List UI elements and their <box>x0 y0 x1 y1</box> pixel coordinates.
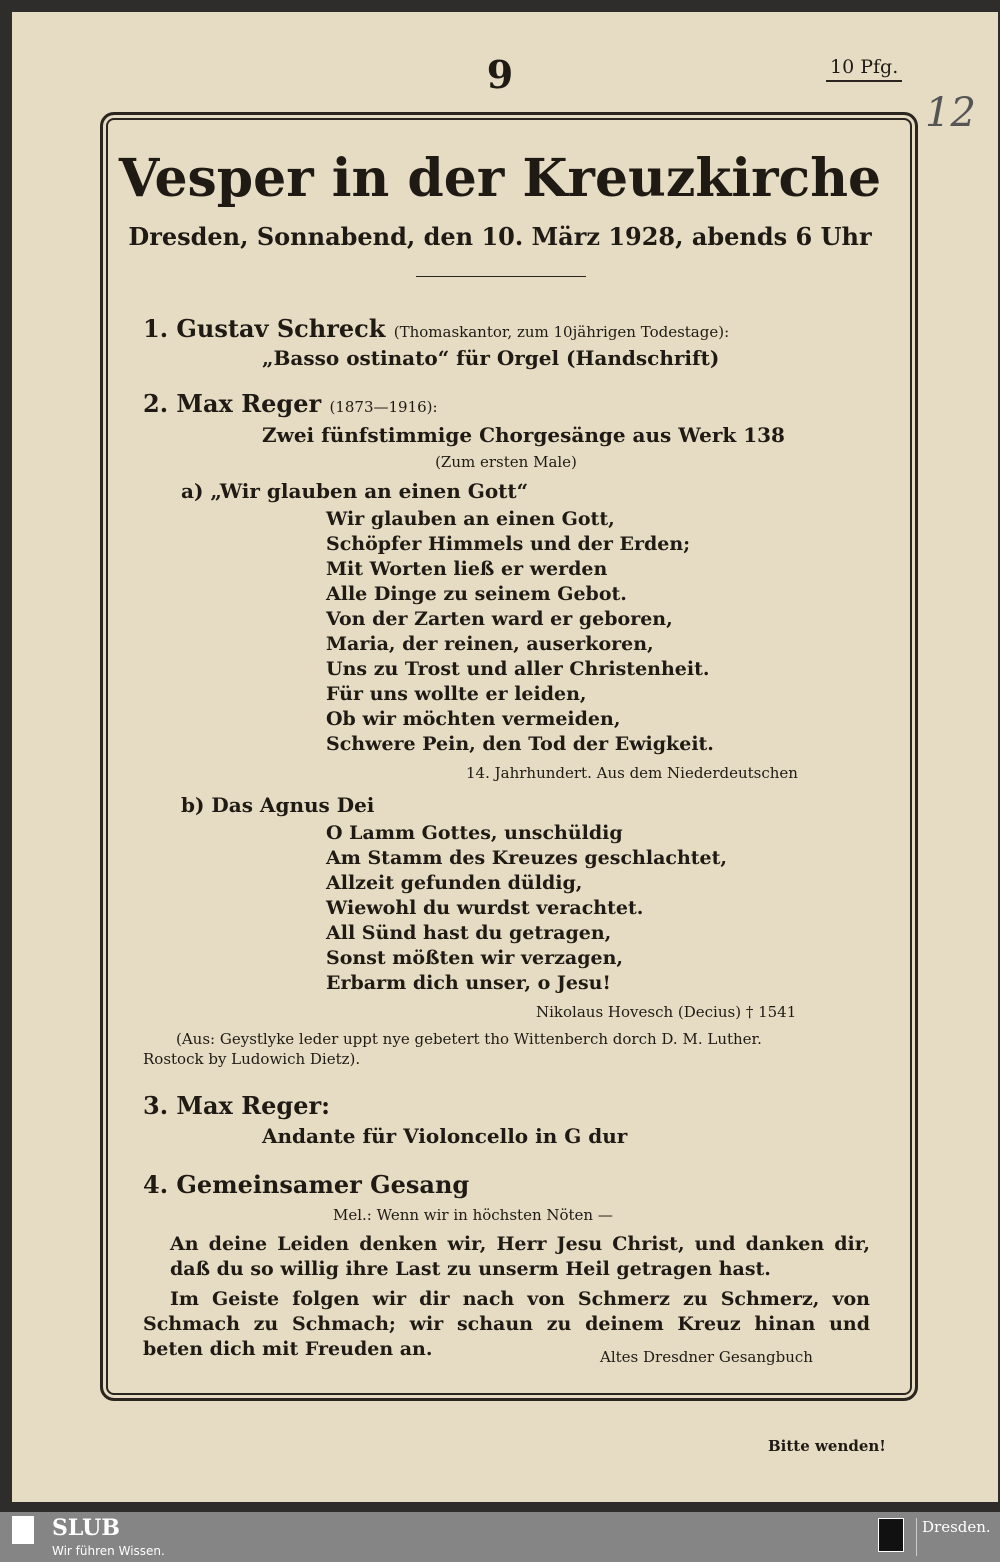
lyric-line: Schöpfer Himmels und der Erden; <box>326 533 691 555</box>
book-logo-icon <box>12 1516 34 1544</box>
lyric-line: All Sünd hast du getragen, <box>326 922 612 944</box>
handwritten-mark: 12 <box>925 90 976 136</box>
lyric-line: Mit Worten ließ er werden <box>326 558 608 580</box>
item-4-source: Altes Dresdner Gesangbuch <box>600 1348 813 1366</box>
part-a-source: 14. Jahrhundert. Aus dem Niederdeutschen <box>466 764 798 782</box>
lyric-line: Am Stamm des Kreuzes geschlachtet, <box>326 847 728 869</box>
item-3: 3. Max Reger: <box>143 1091 330 1120</box>
lyric-line: Ob wir möchten vermeiden, <box>326 708 621 730</box>
item-1-work: „Basso ostinato“ für Orgel (Handschrift) <box>262 346 720 370</box>
part-b-source: Nikolaus Hovesch (Decius) † 1541 <box>536 1003 797 1021</box>
lyric-line: Von der Zarten ward er geboren, <box>326 608 673 630</box>
lyric-line: Wir glauben an einen Gott, <box>326 508 615 530</box>
lyric-line: O Lamm Gottes, unschüldig <box>326 822 623 844</box>
lyric-line: Maria, der reinen, auserkoren, <box>326 633 654 655</box>
part-a-label: a) „Wir glauben an einen Gott“ <box>181 479 529 503</box>
footer-bar <box>0 1512 1000 1562</box>
lyric-line: Sonst mößten wir verzagen, <box>326 947 624 969</box>
page-title: Vesper in der Kreuzkirche <box>118 148 882 209</box>
lyric-line: Allzeit gefunden düldig, <box>326 872 583 894</box>
lyric-line: Für uns wollte er leiden, <box>326 683 587 705</box>
footer-divider <box>916 1518 917 1556</box>
lyric-line: Alle Dinge zu seinem Gebot. <box>326 583 627 605</box>
item-4-verse-2: Im Geiste folgen wir dir nach von Schmerz zu Schmerz, von Schmach zu Schmach; wir schaun zu deinem Kreuz hinan und beten dich mit Freuden an. <box>143 1288 870 1360</box>
item-3-work: Andante für Violoncello in G dur <box>262 1124 628 1148</box>
page-number: 9 <box>486 52 514 97</box>
part-b-label: b) Das Agnus Dei <box>181 793 375 817</box>
lyric-line: Wiewohl du wurdst verachtet. <box>326 897 644 919</box>
item-2-work-note: (Zum ersten Male) <box>435 453 577 471</box>
subtitle: Dresden, Sonnabend, den 10. März 1928, abends 6 Uhr <box>128 222 872 251</box>
footer-city: Dresden. <box>922 1518 991 1536</box>
item-4-melody: Mel.: Wenn wir in höchsten Nöten — <box>333 1206 613 1224</box>
divider <box>416 276 586 277</box>
turn-page-note: Bitte wenden! <box>768 1437 886 1455</box>
item-2-work: Zwei fünfstimmige Chorgesänge aus Werk 138 <box>262 423 785 447</box>
lyric-line: Schwere Pein, den Tod der Ewigkeit. <box>326 733 714 755</box>
price: 10 Pfg. <box>826 56 902 82</box>
dresden-coat-of-arms-icon <box>878 1518 904 1552</box>
citation-line-2: Rostock by Ludowich Dietz). <box>143 1050 361 1068</box>
citation-line-1: (Aus: Geystlyke leder uppt nye gebetert tho Wittenberch dorch D. M. Luther. <box>176 1030 762 1048</box>
item-1: 1. Gustav Schreck (Thomaskantor, zum 10jährigen Todestage): <box>143 314 730 343</box>
footer-brand: SLUB <box>52 1515 120 1541</box>
item-2: 2. Max Reger (1873—1916): <box>143 389 438 418</box>
item-4: 4. Gemeinsamer Gesang <box>143 1170 470 1199</box>
footer-tagline: Wir führen Wissen. <box>52 1544 165 1558</box>
item-4-verse-1: An deine Leiden denken wir, Herr Jesu Christ, und danken dir, daß du so willig ihre Last zu unserm Heil getragen hast. <box>170 1233 870 1280</box>
lyric-line: Uns zu Trost und aller Christenheit. <box>326 658 710 680</box>
lyric-line: Erbarm dich unser, o Jesu! <box>326 972 611 994</box>
